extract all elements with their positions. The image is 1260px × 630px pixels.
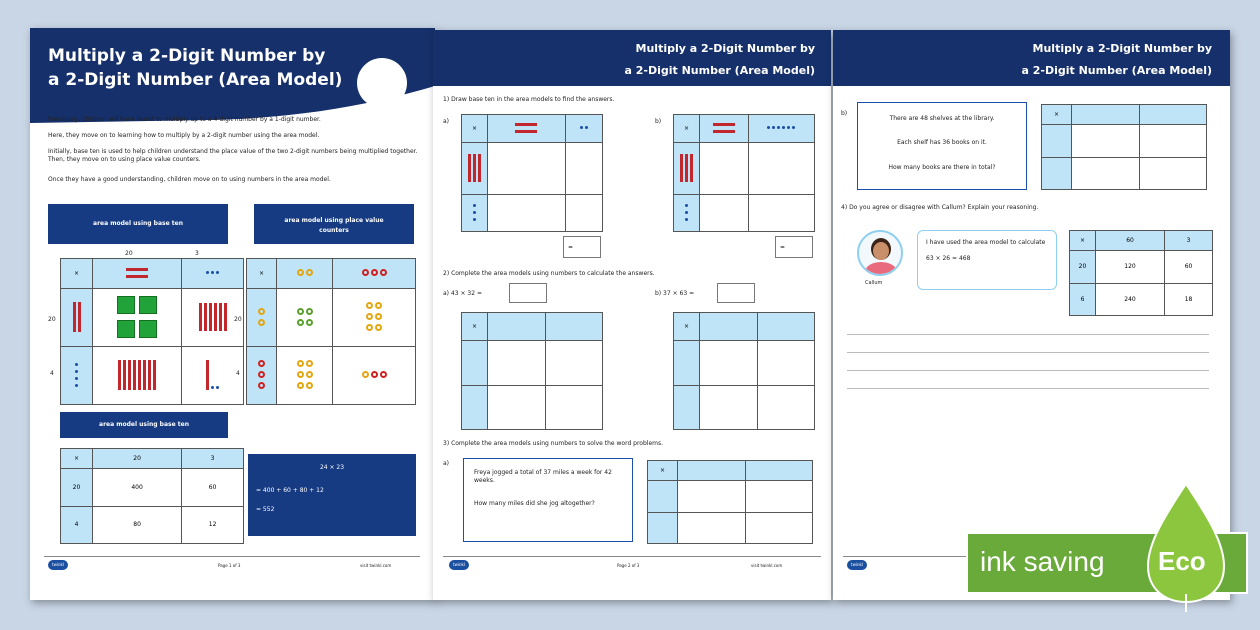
tens-rods-header bbox=[93, 259, 182, 289]
q2a-cell bbox=[488, 313, 546, 341]
q3a-times: × bbox=[648, 461, 678, 481]
page-title-line2: a 2-Digit Number (Area Model) bbox=[48, 70, 343, 90]
q1a-area-model bbox=[461, 114, 603, 232]
q1b-label: b) bbox=[655, 118, 662, 125]
intro-p4: Once they have a good understanding, children move on to using numbers in the area model. bbox=[48, 176, 331, 183]
num-row1-c1: 400 bbox=[93, 469, 182, 507]
q2b-cell bbox=[674, 385, 700, 430]
page3-header bbox=[833, 30, 1230, 86]
num-row2-label: 4 bbox=[61, 506, 93, 544]
page2-footer-rule bbox=[443, 556, 821, 557]
worksheet-page-1 bbox=[30, 28, 435, 600]
pv-row-label-20: 20 bbox=[234, 316, 242, 323]
q2b-cell bbox=[700, 341, 758, 386]
qb-area-model bbox=[1041, 104, 1207, 190]
answer-line-3[interactable] bbox=[847, 370, 1209, 371]
q1b-ones-row bbox=[674, 195, 700, 232]
q2a-cell bbox=[462, 385, 488, 430]
tens-rods-product-2 bbox=[93, 347, 182, 405]
q2b-cell bbox=[674, 341, 700, 386]
qb-cell bbox=[1072, 157, 1140, 190]
q4-text: 4) Do you agree or disagree with Callum? Explain your reasoning. bbox=[841, 204, 1039, 211]
q2a-text: a) 43 × 32 = bbox=[443, 290, 482, 297]
books-text: Each shelf has 36 books on it. bbox=[897, 139, 987, 147]
q1a-tens-header bbox=[488, 115, 566, 143]
page3-twinkl-logo: twinkl bbox=[847, 560, 867, 570]
q2-text: 2) Complete the area models using numbers to calculate the answers. bbox=[443, 270, 655, 277]
q2b-cell bbox=[700, 313, 758, 341]
q3a-cell bbox=[678, 481, 746, 513]
q1b-cell bbox=[748, 143, 814, 195]
q2a-cell bbox=[488, 385, 546, 430]
calculation-panel bbox=[248, 454, 416, 536]
callum-row2-label: 6 bbox=[1070, 283, 1096, 316]
q2a-cell bbox=[488, 341, 546, 386]
footer-page: Page 1 of 3 bbox=[218, 563, 241, 568]
page2-title-line2: a 2-Digit Number (Area Model) bbox=[624, 64, 815, 77]
qb-cell bbox=[1139, 105, 1207, 125]
pv-ones-product bbox=[333, 347, 416, 405]
tens-rods-row bbox=[61, 289, 93, 347]
pv-tens-product-2 bbox=[277, 347, 333, 405]
page2-twinkl-logo: twinkl bbox=[449, 560, 469, 570]
callum-row2-c1: 240 bbox=[1096, 283, 1165, 316]
speech-line2: 63 × 26 = 468 bbox=[926, 255, 971, 263]
q3a-cell bbox=[678, 461, 746, 481]
q3a-cell bbox=[678, 512, 746, 544]
page3-title-line1: Multiply a 2-Digit Number by bbox=[1032, 42, 1212, 55]
num-row2-c2: 12 bbox=[182, 506, 244, 544]
word-problem-box bbox=[463, 458, 633, 542]
label-base-ten: area model using base ten bbox=[48, 204, 228, 244]
q2a-area-model bbox=[461, 312, 603, 430]
num-header-times: × bbox=[61, 449, 93, 469]
q1-text: 1) Draw base ten in the area models to find the answers. bbox=[443, 96, 615, 103]
q1a-cell bbox=[565, 143, 602, 195]
label-base-ten-2: area model using base ten bbox=[60, 412, 228, 438]
qb-label: b) bbox=[841, 110, 848, 117]
q1a-equals: = bbox=[568, 244, 574, 251]
col-label-20: 20 bbox=[125, 250, 133, 257]
pv-tens-row bbox=[247, 289, 277, 347]
q2b-times: × bbox=[674, 313, 700, 341]
callum-row1-c2: 60 bbox=[1165, 251, 1213, 284]
total-question: How many books are there in total? bbox=[888, 163, 996, 171]
q2a-cell bbox=[462, 341, 488, 386]
footer-rule bbox=[44, 556, 420, 557]
q1b-ones-header bbox=[748, 115, 814, 143]
q1a-times: × bbox=[462, 115, 488, 143]
q1a-cell bbox=[488, 143, 566, 195]
pv-tens-header bbox=[277, 259, 333, 289]
calc-line1: 24 × 23 bbox=[319, 464, 345, 471]
q2b-text: b) 37 × 63 = bbox=[655, 290, 695, 297]
twinkl-logo: twinkl bbox=[48, 560, 68, 570]
q1b-area-model bbox=[673, 114, 815, 232]
hundreds-squares bbox=[93, 289, 182, 347]
q3-text: 3) Complete the area models using numbers to solve the word problems. bbox=[443, 440, 664, 447]
q3a-cell bbox=[745, 481, 813, 513]
qb-cell bbox=[1139, 157, 1207, 190]
q1b-times: × bbox=[674, 115, 700, 143]
q2b-cell bbox=[700, 385, 758, 430]
num-header-20: 20 bbox=[93, 449, 182, 469]
q1a-answer-box[interactable] bbox=[563, 236, 601, 258]
place-value-area-model bbox=[246, 258, 416, 405]
num-header-3: 3 bbox=[182, 449, 244, 469]
pv-ones-header bbox=[333, 259, 416, 289]
q3a-cell bbox=[648, 481, 678, 513]
callum-area-model bbox=[1069, 230, 1213, 316]
worksheet-page-2 bbox=[433, 30, 831, 600]
eco-label: Eco bbox=[1158, 546, 1206, 576]
q2b-cell bbox=[757, 313, 815, 341]
qb-cell bbox=[1139, 125, 1207, 158]
intro-p2: Here, they move on to learning how to multiply by a 2-digit number using the area model. bbox=[48, 132, 320, 139]
q1a-ones-header bbox=[565, 115, 602, 143]
q1b-cell bbox=[748, 195, 814, 232]
q1b-cell bbox=[700, 143, 749, 195]
callum-header-60: 60 bbox=[1096, 231, 1165, 251]
q1b-tens-header bbox=[700, 115, 749, 143]
badge-text: ink saving bbox=[980, 546, 1105, 577]
q2b-cell bbox=[757, 341, 815, 386]
pv-times-cell: × bbox=[247, 259, 277, 289]
numeric-area-model bbox=[60, 448, 244, 544]
q2a-cell bbox=[545, 385, 603, 430]
callum-header-times: × bbox=[1070, 231, 1096, 251]
word-problem-text: Freya jogged a total of 37 miles a week for 42 weeks. bbox=[474, 469, 612, 485]
speech-line1: I have used the area model to calculate bbox=[926, 239, 1046, 246]
callum-name: Callum bbox=[865, 280, 883, 286]
times-cell: × bbox=[61, 259, 93, 289]
page2-header bbox=[433, 30, 831, 86]
q1a-ones-row bbox=[462, 195, 488, 232]
page-title-line1: Multiply a 2-Digit Number by bbox=[48, 46, 326, 66]
q2b-area-model bbox=[673, 312, 815, 430]
q1a-tens-row bbox=[462, 143, 488, 195]
page3-title-line2: a 2-Digit Number (Area Model) bbox=[1021, 64, 1212, 77]
answer-line-2[interactable] bbox=[847, 352, 1209, 353]
callum-avatar bbox=[857, 230, 903, 276]
word-question-text: How many miles did she jog altogether? bbox=[474, 499, 595, 507]
speech-bubble bbox=[917, 230, 1057, 290]
pv-ones-row bbox=[247, 347, 277, 405]
label-place-value: area model using place value counters bbox=[254, 204, 414, 244]
q2b-answer-box[interactable] bbox=[717, 283, 755, 303]
page2-footer-site: visit twinkl.com bbox=[751, 563, 783, 568]
pv-tens-product bbox=[333, 289, 416, 347]
pv-row-label-4: 4 bbox=[236, 370, 240, 377]
q1b-tens-row bbox=[674, 143, 700, 195]
q2b-cell bbox=[757, 385, 815, 430]
q3a-label: a) bbox=[443, 460, 450, 467]
row-label-4: 4 bbox=[50, 370, 54, 377]
calc-line2: = 400 + 60 + 80 + 12 bbox=[256, 487, 324, 494]
ones-dots-row bbox=[61, 347, 93, 405]
intro-p1: Previously, children will have learnt to multiply up to a 4-digit number by a 1-digit number. bbox=[48, 116, 321, 123]
q1b-cell bbox=[700, 195, 749, 232]
q1a-label: a) bbox=[443, 118, 450, 125]
col-label-3: 3 bbox=[195, 250, 199, 257]
q3a-cell bbox=[648, 512, 678, 544]
callum-row1-label: 20 bbox=[1070, 251, 1096, 284]
q3a-cell bbox=[745, 461, 813, 481]
ones-product bbox=[182, 347, 244, 405]
intro-p3: Initially, base ten is used to help children understand the place value of the two 2-digit numbers being multiplied together. Then, they move on to using place value counters. bbox=[48, 148, 418, 164]
num-row1-c2: 60 bbox=[182, 469, 244, 507]
ones-dots-header bbox=[182, 259, 244, 289]
library-problem-box bbox=[857, 102, 1027, 190]
qb-cell bbox=[1072, 125, 1140, 158]
pv-hundreds bbox=[277, 289, 333, 347]
callum-header-3: 3 bbox=[1165, 231, 1213, 251]
qb-cell bbox=[1072, 105, 1140, 125]
qb-cell bbox=[1042, 157, 1072, 190]
q1b-equals: = bbox=[780, 244, 786, 251]
q3a-area-model bbox=[647, 460, 813, 544]
title-circle bbox=[357, 58, 407, 108]
page2-footer-page: Page 2 of 3 bbox=[617, 563, 640, 568]
num-row1-label: 20 bbox=[61, 469, 93, 507]
num-row2-c1: 80 bbox=[93, 506, 182, 544]
q1a-cell bbox=[565, 195, 602, 232]
answer-line-4[interactable] bbox=[847, 388, 1209, 389]
base-ten-area-model bbox=[60, 258, 244, 405]
page2-title-line1: Multiply a 2-Digit Number by bbox=[635, 42, 815, 55]
q1b-answer-box[interactable] bbox=[775, 236, 813, 258]
shelves-text: There are 48 shelves at the library. bbox=[889, 115, 995, 122]
qb-cell bbox=[1042, 125, 1072, 158]
q1a-cell bbox=[488, 195, 566, 232]
q2a-times: × bbox=[462, 313, 488, 341]
row-label-20: 20 bbox=[48, 316, 56, 323]
q3a-cell bbox=[745, 512, 813, 544]
q2a-cell bbox=[545, 313, 603, 341]
callum-row1-c1: 120 bbox=[1096, 251, 1165, 284]
footer-site: visit twinkl.com bbox=[360, 563, 392, 568]
calc-line3: = 552 bbox=[256, 506, 275, 513]
callum-row2-c2: 18 bbox=[1165, 283, 1213, 316]
answer-line-1[interactable] bbox=[847, 334, 1209, 335]
q2a-answer-box[interactable] bbox=[509, 283, 547, 303]
qb-times: × bbox=[1042, 105, 1072, 125]
q2a-cell bbox=[545, 341, 603, 386]
